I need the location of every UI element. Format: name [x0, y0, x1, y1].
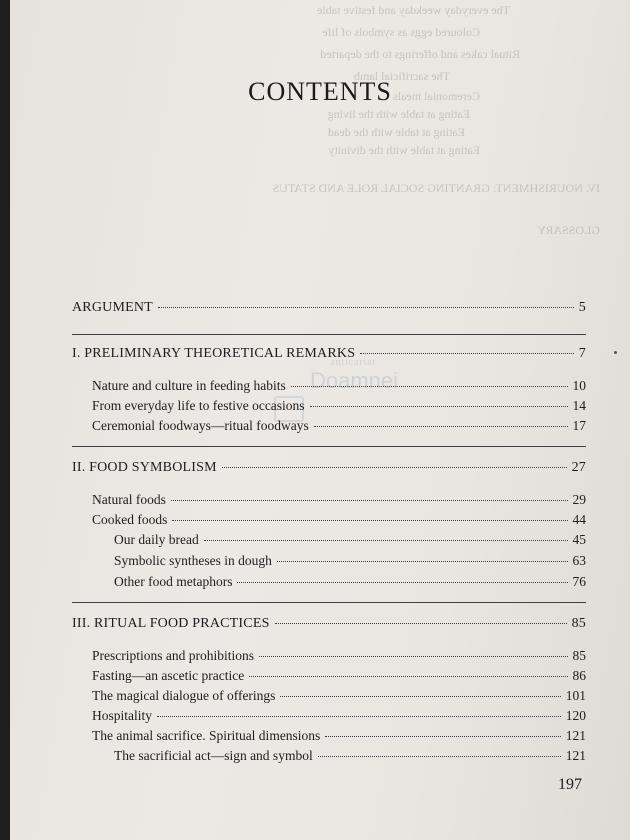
toc-page-number: 120 — [565, 708, 586, 723]
dot-leader — [280, 696, 560, 697]
toc-page-number: 7 — [578, 346, 586, 361]
toc-entry-label: Our daily bread — [114, 532, 199, 547]
toc-entry-label: Ceremonial foodways—ritual foodways — [92, 418, 309, 433]
watermark-line-2: Doamnei — [310, 368, 399, 393]
ghost-line: Ritual cakes and offerings to the departed — [320, 47, 520, 61]
toc-page-number: 10 — [572, 378, 586, 393]
toc-entry — [92, 668, 586, 684]
toc-page-number: 121 — [565, 748, 586, 763]
toc-entry — [92, 688, 586, 704]
toc-entry-label: II. FOOD SYMBOLISM — [72, 460, 217, 475]
toc-entry-argument — [72, 300, 586, 316]
dot-leader — [360, 353, 574, 354]
toc-subentry — [114, 748, 586, 764]
dot-leader — [325, 736, 560, 737]
ghost-line: GLOSSARY — [537, 223, 600, 237]
dot-leader — [157, 716, 561, 717]
book-page — [10, 0, 630, 840]
toc-entry-label: III. RITUAL FOOD PRACTICES — [72, 616, 270, 631]
toc-entry-label: Natural foods — [92, 492, 166, 507]
dot-leader — [204, 540, 568, 541]
toc-entry-label: The sacrificial act—sign and symbol — [114, 748, 313, 763]
toc-page-number: 63 — [572, 553, 586, 568]
ghost-line: Eating at table with the divinity — [328, 143, 480, 157]
toc-entry — [92, 708, 586, 724]
toc-page-number: 27 — [571, 460, 586, 475]
toc-entry — [92, 648, 586, 664]
toc-entry-label: The animal sacrifice. Spiritual dimensions — [92, 728, 321, 743]
toc-page-number: 86 — [572, 668, 586, 683]
dot-leader — [310, 406, 568, 407]
toc-page-number: 44 — [572, 512, 586, 527]
toc-page-number: 14 — [572, 398, 586, 413]
toc-entry-label: Fasting—an ascetic practice — [92, 668, 245, 683]
ghost-line: The sacrificial lamb — [354, 69, 450, 83]
toc-page-number: 85 — [571, 616, 586, 631]
dot-leader — [222, 467, 567, 468]
toc-subentry — [114, 532, 586, 548]
dot-leader — [318, 756, 561, 757]
toc-chapter-2 — [72, 460, 586, 476]
stray-mark — [614, 351, 617, 354]
section-divider — [72, 446, 586, 447]
toc-entry-label: Other food metaphors — [114, 574, 233, 589]
ghost-line: The everyday weekday and festive table — [317, 3, 510, 17]
section-divider — [72, 602, 586, 603]
toc-entry-label: Cooked foods — [92, 512, 168, 527]
toc-page-number: 45 — [572, 532, 586, 547]
dot-leader — [172, 520, 567, 521]
dot-leader — [275, 623, 567, 624]
ghost-line: Eating at table with the living — [327, 107, 470, 121]
toc-entry — [92, 728, 586, 744]
ghost-line: Ceremonial meals — [393, 89, 480, 103]
page-number: 197 — [558, 776, 582, 793]
toc-entry-label: The magical dialogue of offerings — [92, 688, 276, 703]
toc-entry-label: Symbolic syntheses in dough — [114, 553, 272, 568]
toc-entry — [92, 512, 586, 528]
dot-leader — [158, 307, 574, 308]
dot-leader — [237, 582, 567, 583]
toc-entry-label: Prescriptions and prohibitions — [92, 648, 254, 663]
toc-subentry — [114, 574, 586, 590]
show-through-text — [10, 0, 630, 250]
toc-entry — [92, 418, 586, 434]
toc-entry-label: Hospitality — [92, 708, 152, 723]
dot-leader — [249, 676, 567, 677]
toc-page-number: 29 — [572, 492, 586, 507]
dot-leader — [314, 426, 568, 427]
toc-page-number: 85 — [572, 648, 586, 663]
toc-page-number: 76 — [572, 574, 586, 589]
toc-entry-label: Nature and culture in feeding habits — [92, 378, 286, 393]
dot-leader — [259, 656, 568, 657]
section-divider — [72, 334, 586, 335]
toc-entry-label: From everyday life to festive occasions — [92, 398, 305, 413]
toc-page-number: 101 — [565, 688, 586, 703]
ghost-line: Coloured eggs as symbols of life — [322, 25, 480, 39]
toc-subentry — [114, 553, 586, 569]
toc-entry — [92, 398, 586, 414]
toc-page-number: 17 — [572, 418, 586, 433]
toc-chapter-1 — [72, 346, 586, 362]
toc-entry — [92, 492, 586, 508]
toc-chapter-3 — [72, 616, 586, 632]
toc-page-number: 121 — [565, 728, 586, 743]
toc-entry-label: ARGUMENT — [72, 300, 153, 315]
toc-entry-label: I. PRELIMINARY THEORETICAL REMARKS — [72, 346, 356, 361]
watermark-line-1: anticariat — [330, 356, 376, 368]
toc-entry — [92, 378, 586, 394]
ghost-line: IV. NOURISHMENT: GRANTING SOCIAL ROLE AND STATUS — [272, 181, 600, 195]
dot-leader — [291, 386, 568, 387]
dot-leader — [277, 561, 568, 562]
page-title: CONTENTS — [248, 77, 392, 107]
dot-leader — [171, 500, 568, 501]
ghost-line: Eating at table with the dead — [328, 125, 465, 139]
toc-page-number: 5 — [578, 300, 586, 315]
